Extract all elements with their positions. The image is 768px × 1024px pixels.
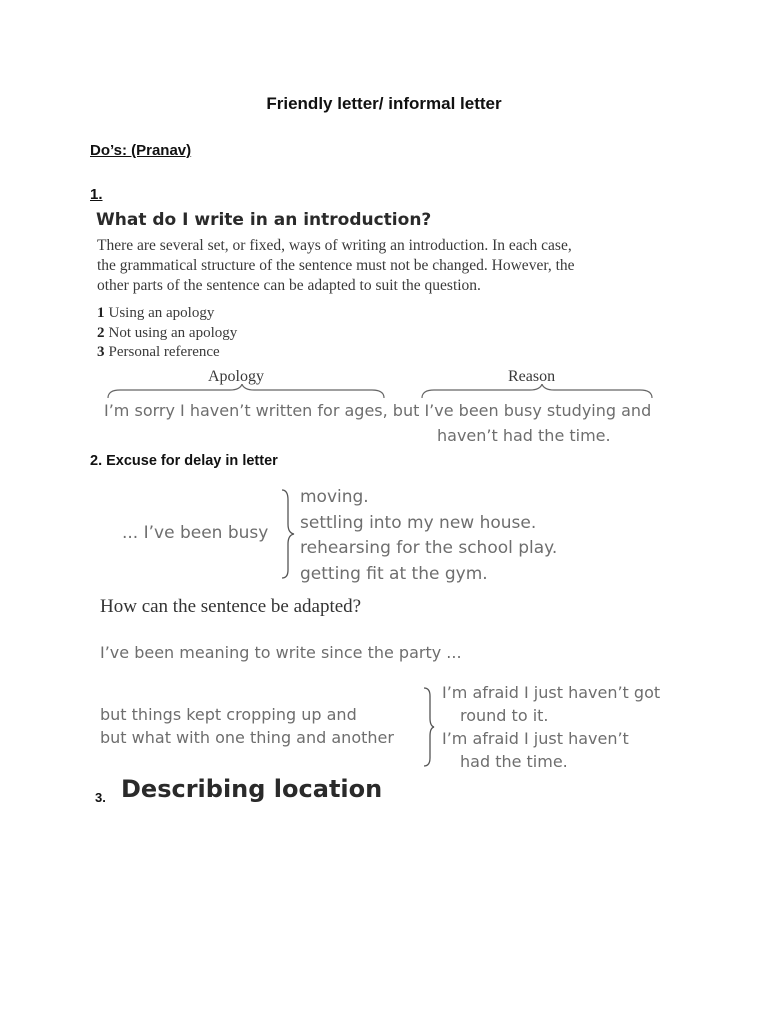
intro-line: other parts of the sentence can be adapted to suit the question. (97, 277, 481, 294)
right-option-line: had the time. (460, 752, 568, 771)
left-option: but things kept cropping up and (100, 705, 357, 724)
option-item (97, 304, 237, 324)
left-option: but what with one thing and another (100, 728, 394, 747)
busy-brace (278, 486, 298, 582)
example-line-2: haven’t had the time. (437, 426, 611, 445)
option-item (97, 343, 237, 363)
adapt-heading: How can the sentence be adapted? (100, 596, 362, 617)
option-number: 2 (97, 324, 105, 341)
busy-option: settling into my new house. (300, 512, 537, 533)
adapt-brace (420, 684, 436, 770)
intro-line: the grammatical structure of the sentence must not be changed. However, the (97, 257, 575, 274)
busy-option: rehearsing for the school play. (300, 538, 558, 558)
option-text: Not using an apology (108, 324, 238, 341)
location-heading-crop (110, 770, 410, 804)
busy-options (300, 485, 557, 587)
apology-reason-braces (100, 384, 660, 402)
right-options (442, 681, 660, 773)
example-line-1: I’m sorry I haven’t written for ages, but I’ve been busy studying and (104, 401, 652, 420)
page-title: Friendly letter/ informal letter (266, 94, 502, 113)
left-options (100, 703, 394, 749)
right-option-line: round to it. (460, 706, 549, 725)
intro-paragraph (97, 236, 657, 296)
location-heading: Describing location (121, 775, 383, 803)
busy-option: moving. (300, 487, 369, 507)
meaning-line: I’ve been meaning to write since the party ... (100, 643, 462, 662)
right-option-line: I’m afraid I just haven’t got (442, 683, 661, 702)
section-2-heading: 2. Excuse for delay in letter (90, 453, 278, 469)
option-item (97, 324, 237, 344)
section-3-number: 3. (95, 790, 106, 805)
option-number: 1 (97, 305, 105, 321)
intro-options (97, 304, 237, 363)
intro-line: There are several set, or fixed, ways of writing an introduction. In each case, (97, 237, 572, 254)
option-text: Using an apology (108, 305, 215, 321)
right-option-line: I’m afraid I just haven’t (442, 729, 629, 748)
dos-heading: Do’s: (Pranav) (90, 142, 192, 159)
reason-label: Reason (508, 368, 556, 385)
option-text: Personal reference (108, 344, 220, 360)
section-1-number: 1. (90, 186, 103, 203)
intro-heading: What do I write in an introduction? (96, 210, 432, 230)
busy-lead: ... I’ve been busy (122, 523, 269, 543)
apology-label: Apology (208, 368, 264, 385)
busy-option: getting fit at the gym. (300, 563, 488, 584)
option-number: 3 (97, 344, 105, 360)
